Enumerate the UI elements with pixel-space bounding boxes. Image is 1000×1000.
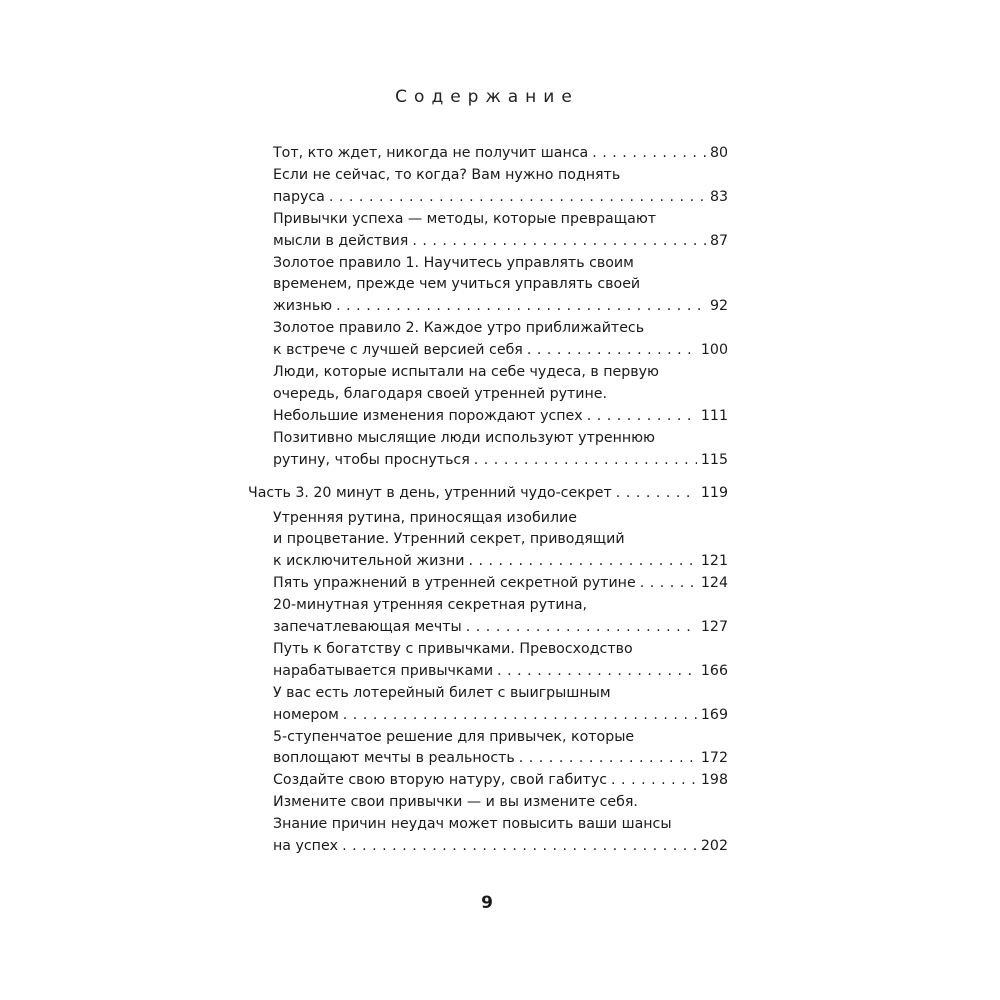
toc-entry-last-line xyxy=(273,770,728,792)
dot-leader xyxy=(587,406,697,428)
toc-entry-last-line xyxy=(273,617,728,639)
toc-entry-line: Привычки успеха — методы, которые превращают xyxy=(273,210,657,227)
toc-entry-line: Измените свои привычки — и вы измените себя. xyxy=(273,794,638,811)
toc-page-number: 100 xyxy=(700,342,728,359)
toc-page-number: 124 xyxy=(700,575,728,592)
toc-entry-line: на успех xyxy=(273,838,339,855)
toc-page-number: 115 xyxy=(700,451,728,468)
toc-entry-last-line xyxy=(273,836,728,858)
toc-entry-last-line xyxy=(248,483,728,505)
dot-leader xyxy=(640,573,697,595)
toc-entry-line: Создайте свою вторую натуру, свой габитус xyxy=(273,772,608,789)
dot-leader xyxy=(468,551,696,573)
toc-entry-line: Небольшие изменения порождают успех xyxy=(273,407,583,424)
dot-leader xyxy=(497,661,697,683)
dot-leader xyxy=(466,617,697,639)
toc-page-number: 198 xyxy=(700,772,728,789)
toc-entry-last-line xyxy=(273,748,728,770)
toc-entry-last-line xyxy=(273,296,728,318)
toc-entry-last-line xyxy=(273,187,728,209)
dot-leader xyxy=(412,231,706,253)
dot-leader xyxy=(343,705,697,727)
toc-page-number: 121 xyxy=(700,553,728,570)
toc-entry xyxy=(273,318,728,362)
toc-entry xyxy=(273,428,728,472)
toc-entry xyxy=(273,508,728,574)
toc-page-number: 119 xyxy=(700,484,728,501)
dot-leader xyxy=(329,187,706,209)
toc-entry xyxy=(273,770,728,792)
toc-entry-line: мысли в действия xyxy=(273,232,409,249)
toc-entry-line: Тот, кто ждет, никогда не получит шанса xyxy=(273,145,589,161)
toc-page-number: 202 xyxy=(700,838,728,855)
toc-entry-line: Золотое правило 2. Каждое утро приближайтесь xyxy=(273,320,645,337)
dot-leader xyxy=(616,483,697,505)
toc-entry-line: воплощают мечты в реальность xyxy=(273,750,515,767)
toc-entry-line: паруса xyxy=(273,188,325,205)
toc-entry xyxy=(273,362,728,428)
toc-entry-line: 5-ступенчатое решение для привычек, которые xyxy=(273,728,635,745)
table-of-contents xyxy=(248,143,728,858)
toc-entry-last-line xyxy=(273,406,728,428)
toc-entry-line: нарабатывается привычками xyxy=(273,662,494,679)
toc-entry xyxy=(273,639,728,683)
dot-leader xyxy=(611,770,697,792)
toc-entry xyxy=(273,683,728,727)
toc-entry-line: Знание причин неудач может повысить ваши шансы xyxy=(273,816,672,833)
dot-leader xyxy=(474,450,697,472)
toc-entry-line: очередь, благодаря своей утренней рутине. xyxy=(273,385,608,402)
toc-entry xyxy=(273,573,728,595)
dot-leader xyxy=(527,340,697,362)
toc-entry-line: Утренняя рутина, приносящая изобилие xyxy=(273,509,577,526)
toc-entry-line: к исключительной жизни xyxy=(273,553,465,570)
toc-entry-line: 20-минутная утренняя секретная рутина, xyxy=(273,597,588,614)
toc-entry-last-line xyxy=(273,551,728,573)
toc-entry-line: Позитивно мыслящие люди используют утреннюю xyxy=(273,429,656,446)
toc-entry-line: номером xyxy=(273,706,339,723)
toc-entry-line: рутину, чтобы проснуться xyxy=(273,451,470,468)
toc-entry-line: Если не сейчас, то когда? Вам нужно поднять xyxy=(273,166,621,183)
toc-entry xyxy=(273,209,728,253)
toc-entry xyxy=(273,253,728,319)
dot-leader xyxy=(592,143,706,165)
toc-page-number: 92 xyxy=(709,298,728,315)
toc-entry-line: жизнью xyxy=(273,298,333,315)
toc-page-number: 172 xyxy=(700,750,728,767)
toc-page-number: 166 xyxy=(700,662,728,679)
toc-entry-line: Путь к богатству с привычками. Превосходство xyxy=(273,640,633,657)
toc-entry xyxy=(273,792,728,858)
toc-page-number: 80 xyxy=(709,145,728,161)
toc-entry-line: к встрече с лучшей версией себя xyxy=(273,342,523,359)
dot-leader xyxy=(342,836,697,858)
toc-entry-line: Люди, которые испытали на себе чудеса, в первую xyxy=(273,364,659,381)
toc-entry-last-line xyxy=(273,661,728,683)
toc-entry-line: Пять упражнений в утренней секретной рутине xyxy=(273,575,636,592)
toc-entry-last-line xyxy=(273,143,728,165)
page-title: Содержание xyxy=(395,87,579,107)
toc-entry-line: временем, прежде чем учиться управлять своей xyxy=(273,276,641,293)
page-number: 9 xyxy=(481,893,493,913)
dot-leader xyxy=(336,296,706,318)
toc-page-number: 87 xyxy=(709,232,728,249)
toc-entry-line: и процветание. Утренний секрет, приводящий xyxy=(273,531,625,548)
toc-part-entry xyxy=(248,483,728,505)
toc-page-number: 127 xyxy=(700,619,728,636)
toc-entry xyxy=(273,143,728,165)
dot-leader xyxy=(519,748,697,770)
toc-entry xyxy=(273,595,728,639)
toc-page-number: 111 xyxy=(700,407,728,424)
toc-page-number: 83 xyxy=(709,188,728,205)
toc-entry-last-line xyxy=(273,705,728,727)
toc-entry-last-line xyxy=(273,450,728,472)
toc-entry xyxy=(273,727,728,771)
toc-entry xyxy=(273,165,728,209)
toc-entry-line: Часть 3. 20 минут в день, утренний чудо-секрет xyxy=(248,484,612,501)
toc-entry-line: Золотое правило 1. Научитесь управлять своим xyxy=(273,254,634,271)
toc-entry-line: У вас есть лотерейный билет с выигрышным xyxy=(273,684,611,701)
toc-entry-line: запечатлевающая мечты xyxy=(273,619,462,636)
toc-entry-last-line xyxy=(273,231,728,253)
toc-entry-last-line xyxy=(273,340,728,362)
toc-page-number: 169 xyxy=(700,706,728,723)
toc-entry-last-line xyxy=(273,573,728,595)
